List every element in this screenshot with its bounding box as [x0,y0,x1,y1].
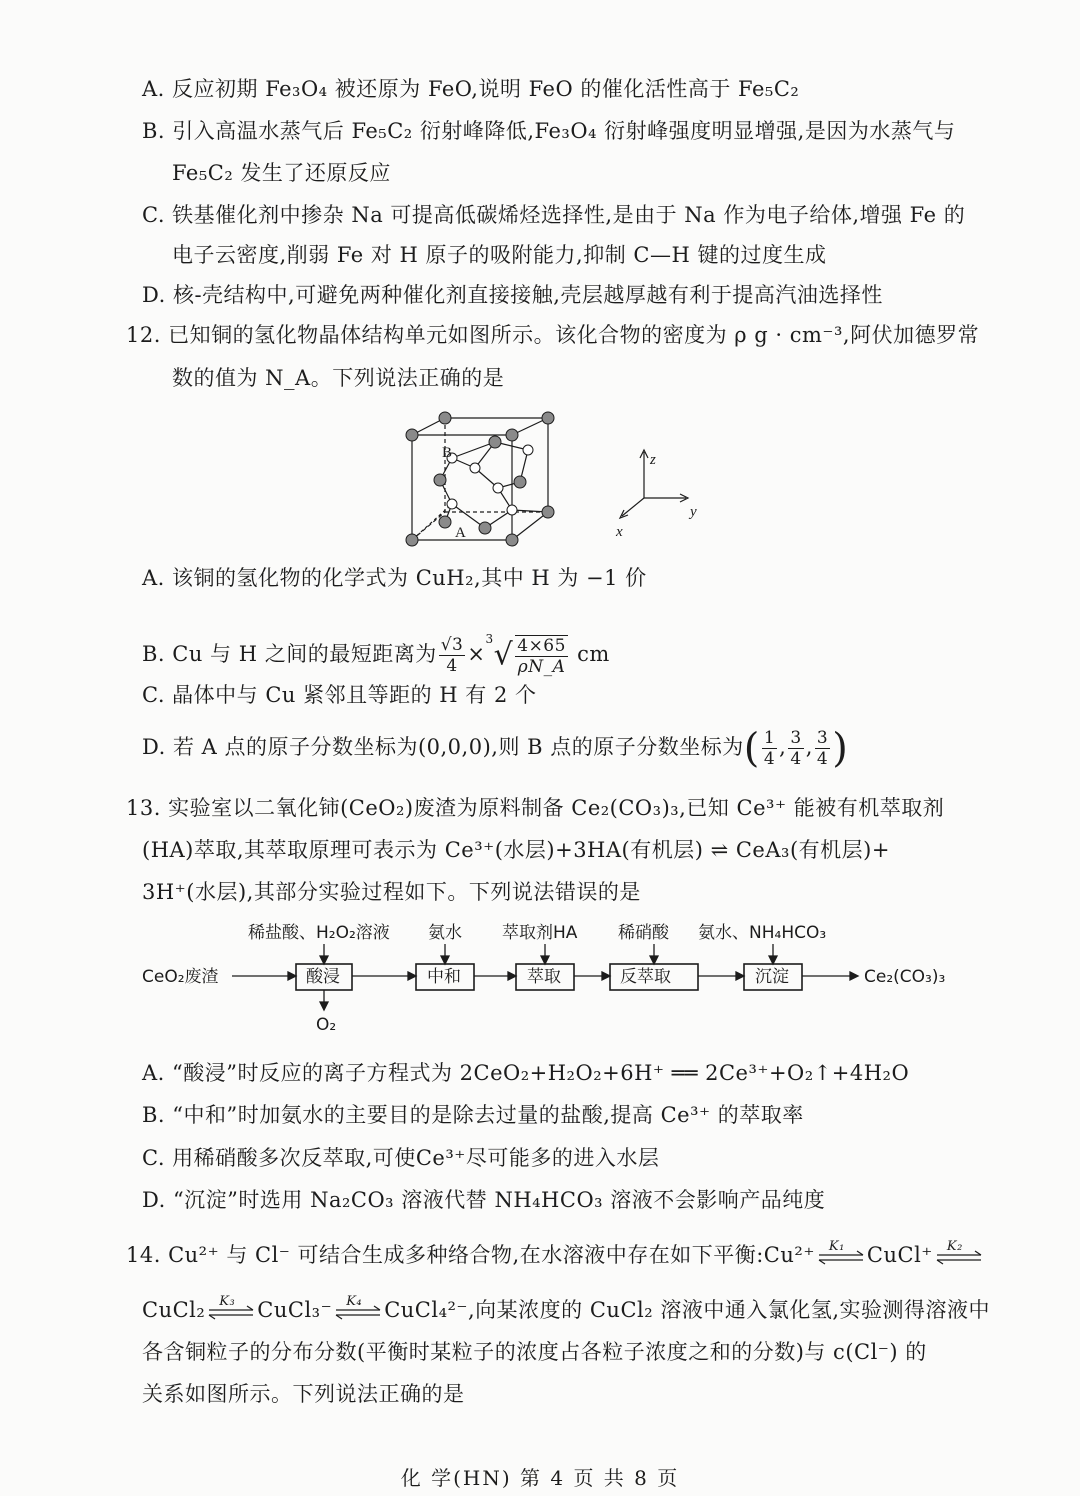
frac-num: 1 [763,728,776,748]
cu-atom [439,412,451,424]
flow-start: CeO₂废渣 [142,967,219,987]
point-b-label: B [442,445,453,461]
times-sign: × [467,642,486,666]
q11-option-a: A. 反应初期 Fe₃O₄ 被还原为 FeO,说明 FeO 的催化活性高于 Fe₅C₂ [142,77,800,101]
h-atom [470,463,480,473]
equilibrium-arrow-k1 [815,1238,867,1268]
q12-option-b [142,614,610,681]
q14-stem-line2-rest: ,向某浓度的 CuCl₂ 溶液中通入氯化氢,实验测得溶液中 [468,1298,990,1322]
q14-stem-line1-text: 14. Cu²⁺ 与 Cl⁻ 可结合生成多种络合物,在水溶液中存在如下平衡:Cu²⁺ [126,1243,815,1267]
axis-x-label: x [616,524,623,540]
q13-stem-line2: (HA)萃取,其萃取原理可表示为 Ce³⁺(水层)+3HA(有机层) ⇌ CeA₃(有机层)+ [142,838,890,862]
q11-option-c-line1: C. 铁基催化剂中掺杂 Na 可提高低碳烯烃选择性,是由于 Na 作为电子给体,增强 Fe 的 [142,203,966,227]
flow-product: Ce₂(CO₃)₃ [864,967,946,987]
axis-z-label: z [650,452,656,468]
k4-label: K₄ [346,1293,363,1309]
frac-num: √3 [440,635,464,655]
q14-stem-line2 [142,1295,990,1325]
process-flowchart [140,918,980,1038]
k3-label: K₃ [219,1293,236,1309]
frac-num: 3 [816,728,829,748]
q12-option-d: D. 若 A 点的原子分数坐标为(0,0,0),则 B 点的原子分数坐标为( $\frac{1}{4}$ , $\frac{3}{4}$ , $\frac{3}{4}$ ) [142,725,849,772]
k1-label: K₁ [828,1238,845,1254]
q11-option-c-line2: 电子云密度,削弱 Fe 对 H 原子的吸附能力,抑制 C—H 键的过度生成 [172,243,827,267]
q14-stem-line1 [126,1240,985,1270]
coord-x [762,728,777,769]
equilibrium-arrow-k4 [332,1293,384,1323]
q13-stem-line1: 13. 实验室以二氧化铈(CeO₂)废渣为原料制备 Ce₂(CO₃)₃,已知 Ce³⁺ 能被有机萃取剂 [126,796,945,820]
frac-den: 4 [790,749,802,769]
radicand-num: 4×65 [517,635,566,656]
flow-step-5: 沉淀 [755,967,789,987]
crystal-structure-figure [400,400,720,550]
page-footer: 化 学(HN) 第 4 页 共 8 页 [400,1466,680,1490]
q11-option-d: D. 核-壳结构中,可避免两种催化剂直接接触,壳层越厚越有利于提高汽油选择性 [142,283,883,307]
flow-step-3: 萃取 [527,967,561,987]
coord-y [788,728,803,769]
q12-stem-line1: 12. 已知铜的氢化物晶体结构单元如图所示。该化合物的密度为 ρ g · cm⁻³,阿伏加德罗常 [126,323,980,347]
paren-open: ( [743,725,760,772]
equilibrium-arrow-k3 [205,1293,257,1323]
cucl3-minus: CuCl₃⁻ [257,1298,333,1322]
cucl4-2minus: CuCl₄²⁻ [384,1298,468,1322]
q13-option-a: A. “酸浸”时反应的离子方程式为 2CeO₂+H₂O₂+6H⁺ ══ 2Ce³⁺+O₂↑+4H₂O [142,1061,910,1085]
cu-atom [434,474,446,486]
flow-reagent-1: 稀盐酸、H₂O₂溶液 [248,923,390,943]
flow-reagent-4: 稀硝酸 [618,923,669,943]
flow-reagent-2: 氨水 [428,923,462,943]
coord-z [815,728,830,769]
frac-den: 4 [446,656,458,676]
equilibrium-arrow-icon [332,1301,384,1323]
sqrt3-over-4 [439,635,466,676]
cu-atom [439,516,451,528]
q11-option-b-line2: Fe₅C₂ 发生了还原反应 [172,161,391,185]
radical-sign: √ [493,637,514,673]
flow-step-1: 酸浸 [306,967,340,987]
cucl2: CuCl₂ [142,1298,206,1322]
cu-atom [506,534,518,546]
h-atom [507,505,517,515]
flow-reagent-5: 氨水、NH₄HCO₃ [698,923,827,943]
cu-atom [514,476,526,488]
cu-atom [542,506,554,518]
cu-atom [406,429,418,441]
q12-option-a: A. 该铜的氢化物的化学式为 CuH₂,其中 H 为 −1 价 [142,566,647,590]
frac-den: 4 [763,749,776,769]
q11-option-b-line1: B. 引入高温水蒸气后 Fe₅C₂ 衍射峰降低,Fe₃O₄ 衍射峰强度明显增强,是因为水蒸气与 [142,119,956,143]
q12-stem-line2: 数的值为 N_A。下列说法正确的是 [172,366,505,390]
flow-step-4: 反萃取 [620,967,671,987]
q13-option-c: C. 用稀硝酸多次反萃取,可使Ce³⁺尽可能多的进入水层 [142,1146,660,1170]
cu-atom [479,522,491,534]
radicand-den: ρN_A [517,656,566,677]
q12-option-c: C. 晶体中与 Cu 紧邻且等距的 H 有 2 个 [142,683,537,707]
equilibrium-arrow-k2 [933,1238,985,1268]
h-atom [523,445,533,455]
k2-label: K₂ [946,1238,963,1254]
frac-den: 4 [816,749,829,769]
equilibrium-arrow-icon [933,1246,985,1268]
cu-atom [489,436,501,448]
q14-stem-line3: 各含铜粒子的分布分数(平衡时某粒子的浓度占各粒子浓度之和的分数)与 c(Cl⁻) 的 [142,1340,927,1364]
paren-close: ) [832,725,849,772]
q12-option-d-prefix: D. 若 A 点的原子分数坐标为(0,0,0),则 B 点的原子分数坐标为 [142,735,744,759]
cu-atom [406,534,418,546]
q13-option-b: B. “中和”时加氨水的主要目的是除去过量的盐酸,提高 Ce³⁺ 的萃取率 [142,1103,804,1127]
q12-option-b-prefix: B. Cu 与 H 之间的最短距离为 [142,642,437,666]
radicand [515,635,568,677]
flow-reagent-3: 萃取剂HA [502,923,578,943]
flow-step-2: 中和 [427,967,461,987]
point-a-label: A [455,525,466,541]
q13-stem-line3: 3H⁺(水层),其部分实验过程如下。下列说法错误的是 [142,880,641,904]
q14-stem-line4: 关系如图所示。下列说法正确的是 [142,1382,465,1406]
cucl-plus: CuCl⁺ [866,1243,933,1267]
equilibrium-arrow-icon [815,1246,867,1268]
h-atom [493,483,503,493]
axis-y-label: y [690,504,697,520]
unit-cm: cm [577,642,610,666]
cu-atom [542,412,554,424]
cu-atom [506,429,518,441]
q13-option-d: D. “沉淀”时选用 Na₂CO₃ 溶液代替 NH₄HCO₃ 溶液不会影响产品纯度 [142,1188,826,1212]
cube-root-index: 3 [485,632,494,646]
equilibrium-arrow-icon [205,1301,257,1323]
frac-num: 3 [790,728,802,748]
h-atom [447,499,457,509]
flow-byproduct: O₂ [316,1015,337,1035]
